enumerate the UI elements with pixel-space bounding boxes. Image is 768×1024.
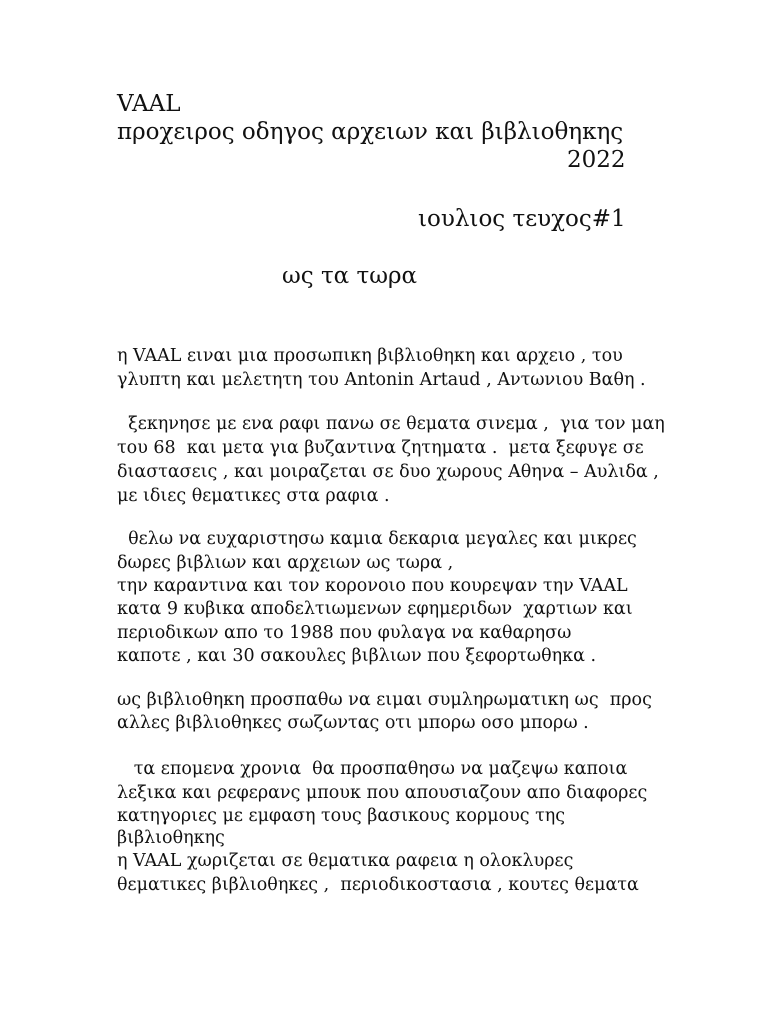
- issue-label: ιουλιος τευχος#1: [418, 206, 626, 232]
- paragraph-4-line-1: ως βιβλιοθηκη προσπαθω να ειμαι συμληρωματικη ως προς: [117, 690, 652, 710]
- paragraph-1-line-1: η VAAL ειναι μια προσωπικη βιβλιοθηκη και αρχειο , του: [117, 346, 623, 366]
- paragraph-3-line-3: την καραντινα και τον κορονοιο που κουρεψαν την VAAL: [117, 576, 628, 596]
- paragraph-2-line-4: με ιδιες θεματικες στα ραφια .: [117, 486, 390, 506]
- section-title: ως τα τωρα: [282, 263, 418, 289]
- paragraph-5-line-6: θεματικες βιβλιοθηκες , περιοδικοστασια , κουτες θεματα: [117, 875, 639, 895]
- paragraph-3-line-4: κατα 9 κυβικα αποδελτιωμενων εφημεριδων χαρτιων και: [117, 599, 633, 619]
- paragraph-5-line-2: λεξικα και ρεφερανς μπουκ που απουσιαζουν απο διαφορες: [117, 783, 648, 803]
- document-subtitle: προχειρος οδηγος αρχειων και βιβλιοθηκης: [117, 119, 624, 145]
- paragraph-3-line-2: δωρες βιβλιων και αρχειων ως τωρα ,: [117, 553, 454, 573]
- paragraph-5-line-5: η VAAL χωριζεται σε θεματικα ραφεια η ολοκλυρες: [117, 851, 574, 871]
- paragraph-2-line-1: ξεκηνησε με ενα ραφι πανω σε θεματα σινεμα , για τον μαη: [117, 414, 665, 434]
- document-year: 2022: [567, 147, 626, 173]
- document-brand: VAAL: [117, 91, 181, 117]
- paragraph-5-line-1: τα επομενα χρονια θα προσπαθησω να μαζεψω καποια: [117, 759, 628, 779]
- paragraph-2-line-2: του 68 και μετα για βυζαντινα ζητηματα . μετα ξεφυγε σε: [117, 438, 644, 458]
- paragraph-3-line-6: καποτε , και 30 σακουλες βιβλιων που ξεφορτωθηκα .: [117, 646, 597, 666]
- paragraph-4-line-2: αλλες βιβλιοθηκες σωζωντας οτι μπορω οσο μπορω .: [117, 713, 589, 733]
- paragraph-3-line-1: θελω να ευχαριστησω καμια δεκαρια μεγαλες και μικρες: [117, 529, 637, 549]
- paragraph-2-line-3: διαστασεις , και μοιραζεται σε δυο χωρους Αθηνα – Αυλιδα ,: [117, 462, 659, 482]
- paragraph-3-line-5: περιοδικων απο το 1988 που φυλαγα να καθαρησω: [117, 623, 572, 643]
- paragraph-5-line-4: βιβλιοθηκης: [117, 828, 225, 848]
- paragraph-5-line-3: κατηγοριες με εμφαση τους βασικους κορμους της: [117, 806, 566, 826]
- paragraph-1-line-2: γλυπτη και μελετητη του Antonin Artaud , Αντωνιου Βαθη .: [117, 370, 646, 390]
